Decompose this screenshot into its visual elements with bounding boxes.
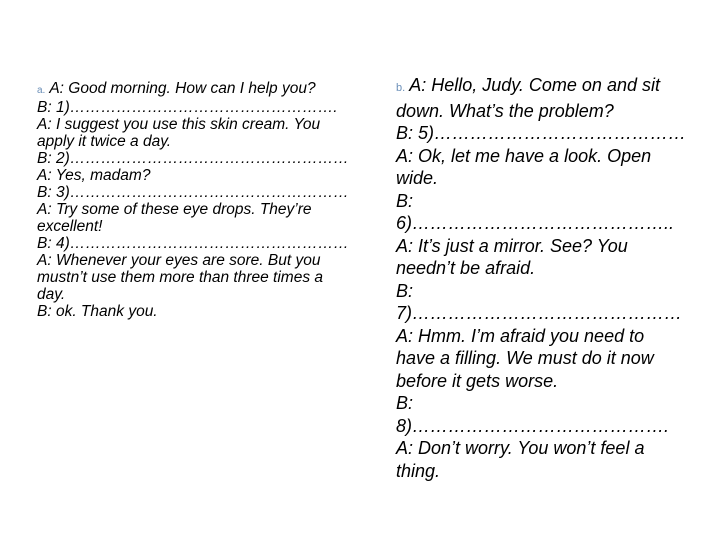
- dialogue-line: A: It’s just a mirror. See? You: [396, 235, 628, 256]
- dialogue-line: A: Yes, madam?: [37, 167, 151, 184]
- dialogue-line: before it gets worse.: [396, 370, 559, 391]
- dialogue-line: B: 2)………………………………………………: [37, 150, 349, 167]
- dialogue-line: A: I suggest you use this skin cream. You: [37, 116, 321, 133]
- dialogue-line: B: 1)…………………………………………….: [37, 99, 338, 116]
- dialogue-line: B: 8)…………………………………….: [396, 393, 670, 436]
- dialogue-line: a. A: Good morning. How can I help you?: [37, 80, 316, 97]
- dialogue-line: day.: [37, 286, 66, 303]
- dialogue-line: A: Whenever your eyes are sore. But you: [37, 252, 321, 269]
- dialogue-line: A: Ok, let me have a look. Open: [396, 145, 652, 166]
- dialogue-line: mustn’t use them more than three times a: [37, 269, 324, 286]
- dialogue-line: A: Hmm. I’m afraid you need to: [396, 325, 645, 346]
- dialogue-line: thing.: [396, 460, 441, 481]
- dialogue-line: B: 7)………………………………………: [396, 280, 683, 323]
- dialogue-line: b. A: Hello, Judy. Come on and sit: [396, 75, 660, 95]
- dialogue-a: [37, 80, 367, 320]
- dialogue-line: B: 6)……………………………………..: [396, 190, 675, 233]
- section-marker-b: b.: [396, 82, 406, 94]
- dialogue-line: B: 4)………………………………………………: [37, 235, 349, 252]
- dialogue-line: B: ok. Thank you.: [37, 303, 158, 320]
- section-marker-a: a.: [37, 85, 46, 96]
- dialogue-line: needn’t be afraid.: [396, 258, 536, 278]
- dialogue-line: B: 3)………………………………………………: [37, 184, 349, 201]
- dialogue-line: wide.: [396, 168, 439, 188]
- dialogue-line: A: Try some of these eye drops. They’re: [37, 201, 312, 218]
- dialogue-line: have a filling. We must do it now: [396, 348, 654, 368]
- dialogue-b: [396, 74, 686, 482]
- dialogue-line: A: Don’t worry. You won’t feel a: [396, 438, 645, 458]
- dialogue-line: B: 5)……………………………………: [396, 123, 687, 143]
- dialogue-line: excellent!: [37, 218, 103, 235]
- dialogue-line: down. What’s the problem?: [396, 100, 614, 121]
- dialogue-line: apply it twice a day.: [37, 133, 172, 150]
